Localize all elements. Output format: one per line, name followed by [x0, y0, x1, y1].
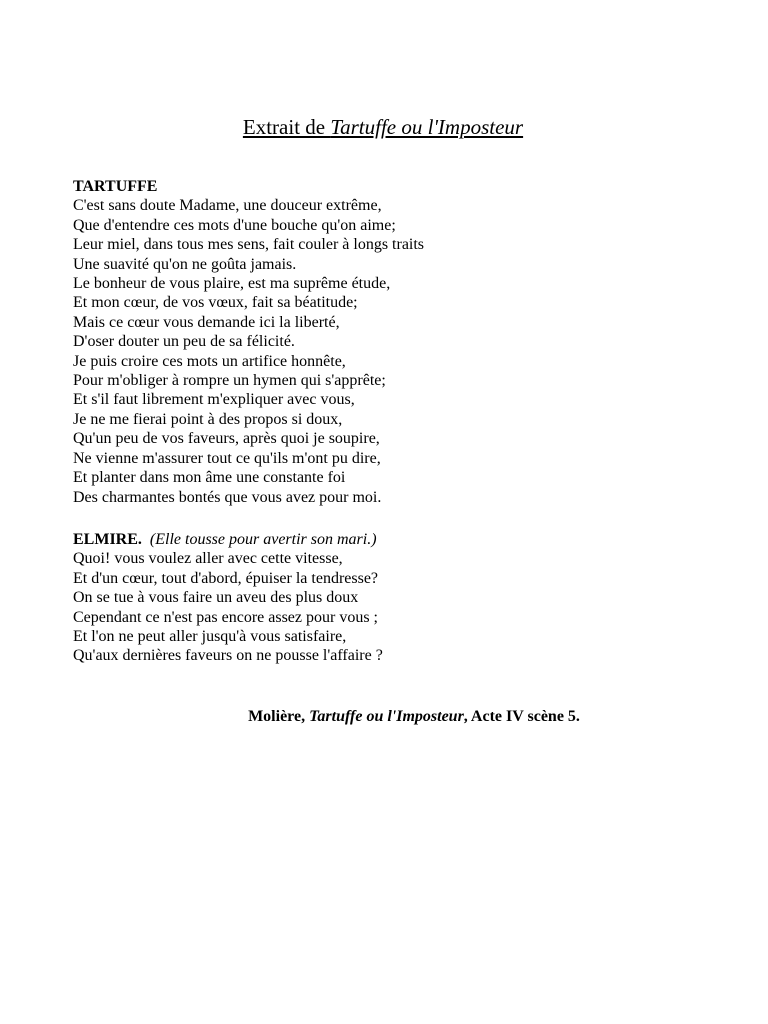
- tartuffe-verse-lines: [73, 196, 733, 507]
- verse-line: Et s'il faut librement m'expliquer avec vous,: [73, 391, 355, 409]
- elmire-verse-lines: [73, 549, 733, 665]
- verse-line: C'est sans doute Madame, une douceur extrême,: [73, 197, 382, 215]
- elmire-heading: [73, 530, 733, 549]
- speaker-elmire: ELMIRE.: [73, 531, 142, 548]
- citation-reference: , Acte IV scène 5.: [463, 708, 580, 725]
- verse-line: Qu'aux dernières faveurs on ne pousse l'affaire ?: [73, 647, 383, 665]
- title-prefix: Extrait de: [242, 115, 331, 139]
- verse-line: Que d'entendre ces mots d'une bouche qu'on aime;: [73, 216, 396, 234]
- verse-line: Quoi! vous voulez aller avec cette vitesse,: [73, 550, 343, 568]
- title-work: Tartuffe ou l'Imposteur: [330, 115, 524, 139]
- citation-work: Tartuffe ou l'Imposteur: [309, 708, 464, 725]
- verse-line: D'oser douter un peu de sa félicité.: [73, 333, 295, 351]
- verse-line: Une suavité qu'on ne goûta jamais.: [73, 255, 297, 273]
- verse-line: Je puis croire ces mots un artifice honnête,: [73, 352, 346, 370]
- verse-line: Et d'un cœur, tout d'abord, épuiser la tendresse?: [73, 569, 379, 587]
- verse-line: Cependant ce n'est pas encore assez pour vous ;: [73, 608, 378, 626]
- elmire-speech: [73, 530, 733, 666]
- verse-line: Pour m'obliger à rompre un hymen qui s'apprête;: [73, 372, 386, 390]
- verse-line: Et l'on ne peut aller jusqu'à vous satisfaire,: [73, 628, 347, 646]
- verse-line: Mais ce cœur vous demande ici la liberté,: [73, 313, 340, 331]
- citation-author: Molière,: [248, 708, 310, 725]
- verse-line: Ne vienne m'assurer tout ce qu'ils m'ont pu dire,: [73, 449, 381, 467]
- verse-line: Le bonheur de vous plaire, est ma suprême étude,: [73, 275, 391, 293]
- tartuffe-speech: [73, 177, 733, 507]
- verse-line: Et mon cœur, de vos vœux, fait sa béatitude;: [73, 294, 358, 312]
- verse-line: On se tue à vous faire un aveu des plus doux: [73, 589, 359, 607]
- verse-line: Et planter dans mon âme une constante foi: [73, 469, 346, 487]
- document-title: [0, 114, 766, 140]
- verse-line: Leur miel, dans tous mes sens, fait couler à longs traits: [73, 236, 425, 254]
- verse-line: Des charmantes bontés que vous avez pour moi.: [73, 488, 382, 506]
- verse-line: Je ne me fierai point à des propos si doux,: [73, 410, 343, 428]
- stage-direction: (Elle tousse pour avertir son mari.): [149, 531, 377, 548]
- source-citation: [0, 707, 768, 727]
- verse-line: Qu'un peu de vos faveurs, après quoi je soupire,: [73, 430, 380, 448]
- speaker-tartuffe: TARTUFFE: [73, 178, 158, 195]
